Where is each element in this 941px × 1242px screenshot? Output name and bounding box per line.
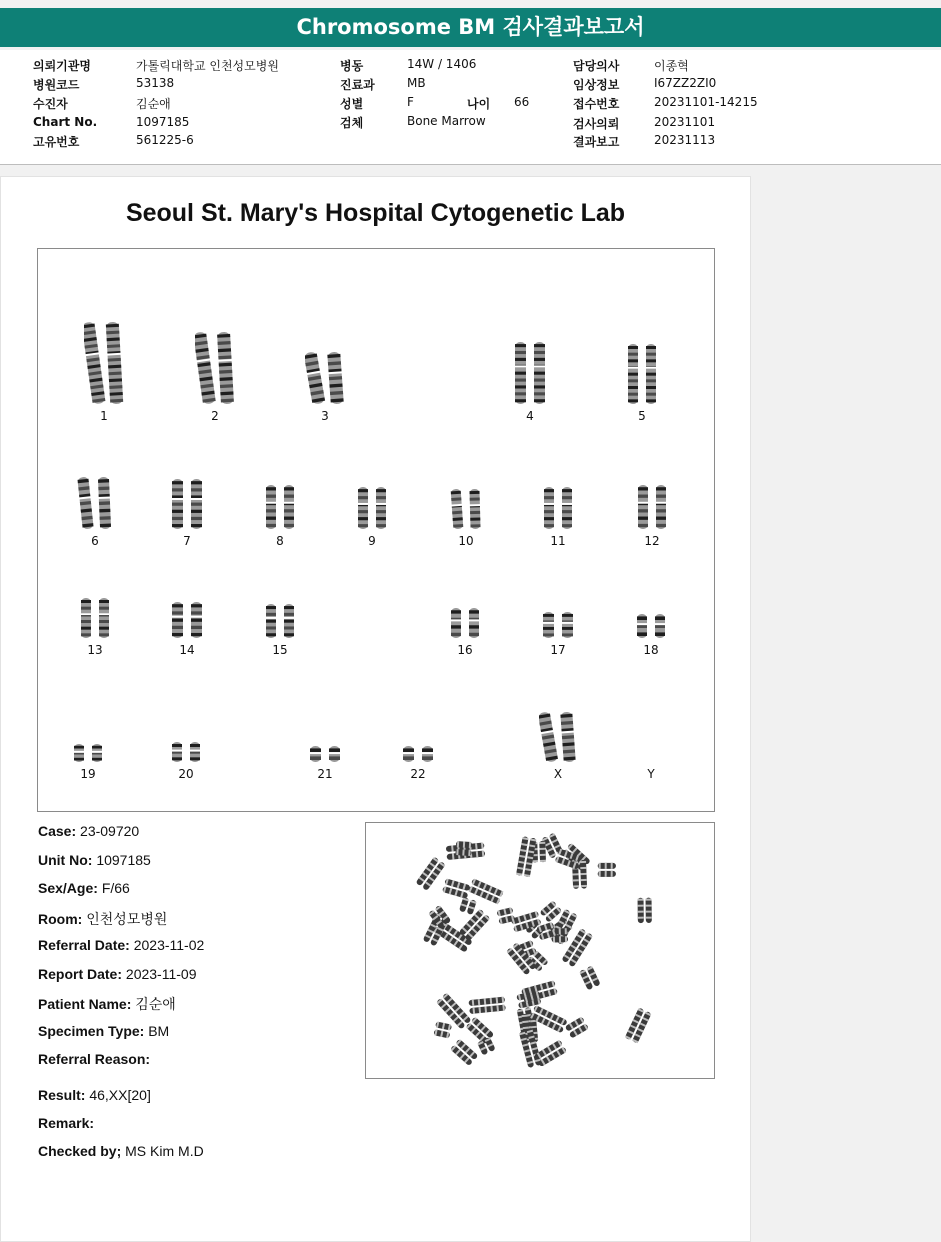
chromosome-pair-8 (263, 482, 297, 532)
cytogenetic-report (0, 176, 751, 1242)
chromosome-label-19: 19 (80, 767, 96, 781)
chromosome-label-5: 5 (638, 409, 646, 423)
chromosome-label-3: 3 (321, 409, 329, 423)
chromosome-label-22: 22 (410, 767, 426, 781)
chromosome-pair-17 (540, 609, 576, 641)
chromosome-pair-18 (634, 611, 668, 641)
unique-no-value: 561225-6 (136, 133, 194, 147)
hospital-label: 의뢰기관명 (33, 59, 91, 73)
patient-value: 김순애 (136, 97, 171, 111)
request-date-value: 20231101 (654, 115, 716, 129)
metaphase-chromosome (459, 897, 477, 915)
metaphase-chromosome (598, 863, 616, 877)
age-value: 66 (514, 95, 530, 109)
chromosome-label-10: 10 (458, 534, 474, 548)
chromosome-label-2: 2 (211, 409, 219, 423)
case-value: 23-09720 (80, 823, 140, 839)
chromosome-pair-3 (305, 349, 345, 407)
unit-value: 1097185 (96, 852, 151, 868)
report-date-row (38, 966, 196, 982)
chromosome-label-17: 17 (550, 643, 566, 657)
metaphase-chromosome (519, 1029, 542, 1068)
case-label: Case: (38, 823, 77, 839)
chromosome-pair-19 (71, 741, 105, 765)
ward-label: 병동 (340, 59, 364, 73)
chromosome-label-15: 15 (272, 643, 288, 657)
metaphase-chromosome (511, 911, 542, 933)
chromosome-pair-7 (169, 476, 205, 532)
specimen-label: 검체 (340, 116, 364, 130)
patient-name-label: Patient Name: (38, 996, 132, 1012)
chromosome-label-6: 6 (91, 534, 99, 548)
chromosome-pair-5 (625, 341, 659, 407)
chromosome-label-16: 16 (457, 643, 473, 657)
chromosome-pair-13 (78, 595, 112, 641)
karyotype-image (37, 248, 715, 812)
header-info (0, 50, 941, 165)
room-label: Room: (38, 911, 83, 927)
chromosome-label-X: X (553, 767, 563, 781)
referral-date-label: Referral Date: (38, 937, 130, 953)
patient-name-row (38, 994, 176, 1014)
chromosome-label-14: 14 (179, 643, 195, 657)
sex-value: F (407, 95, 414, 109)
sex-label: 성별 (340, 97, 364, 111)
chromosome-label-13: 13 (87, 643, 103, 657)
ward-value: 14W / 1406 (407, 57, 477, 71)
chromosome-pair-4 (512, 339, 548, 407)
lab-title: Seoul St. Mary's Hospital Cytogenetic Lab (125, 199, 626, 227)
chromosome-label-Y: Y (647, 767, 655, 781)
receipt-no-label: 접수번호 (573, 97, 620, 111)
report-title: Chromosome BM 검사결과보고서 (0, 8, 941, 47)
referral-reason-row (38, 1051, 150, 1067)
chromosome-pair-12 (635, 482, 669, 532)
patient-label: 수진자 (33, 97, 68, 111)
report-date-value: 2023-11-09 (125, 966, 197, 982)
chromosome-label-7: 7 (183, 534, 191, 548)
referral-reason-label: Referral Reason: (38, 1051, 151, 1067)
unique-no-label: 고유번호 (33, 135, 80, 149)
sexage-value: F/66 (101, 880, 130, 896)
metaphase-spread (366, 823, 714, 1078)
chromosome-pair-21 (307, 743, 343, 765)
receipt-no-value: 20231101-14215 (654, 95, 758, 109)
checked-by-row (38, 1143, 204, 1159)
result-row (38, 1087, 151, 1103)
chromosome-pair-10 (449, 486, 483, 532)
specimen-type-value: BM (148, 1023, 170, 1039)
hospital-value: 가톨릭대학교 인천성모병원 (136, 59, 279, 73)
chromosome-pair-16 (448, 605, 482, 641)
chromosome-label-20: 20 (178, 767, 194, 781)
hospital-code-value: 53138 (136, 76, 175, 90)
room-row (38, 909, 167, 929)
chromosome-label-4: 4 (526, 409, 534, 423)
chromosome-pair-22 (400, 743, 436, 765)
hospital-code-label: 병원코드 (33, 78, 80, 92)
metaphase-chromosome (579, 965, 601, 990)
specimen-type-row (38, 1023, 169, 1039)
chromosome-label-21: 21 (317, 767, 333, 781)
metaphase-chromosome (468, 997, 506, 1015)
chromosome-pair-20 (169, 739, 203, 765)
age-label: 나이 (467, 97, 491, 111)
department-value: MB (407, 76, 426, 90)
checked-by-label: Checked by; (38, 1143, 122, 1159)
chromosome-pair-X (539, 709, 577, 765)
unit-label: Unit No: (38, 852, 93, 868)
doctor-label: 담당의사 (573, 59, 620, 73)
metaphase-chromosome (638, 898, 652, 924)
chromosome-pair-11 (541, 484, 575, 532)
referral-date-value: 2023-11-02 (133, 937, 205, 953)
doctor-value: 이종혁 (654, 59, 689, 73)
chart-no-value: 1097185 (136, 115, 190, 129)
result-value: 46,XX[20] (89, 1087, 151, 1103)
chromosome-label-11: 11 (550, 534, 566, 548)
metaphase-chromosome (625, 1007, 652, 1043)
specimen-value: Bone Marrow (407, 114, 486, 128)
metaphase-chromosome (450, 1039, 478, 1067)
metaphase-image (365, 822, 715, 1079)
metaphase-chromosome (539, 900, 562, 922)
case-row (38, 823, 139, 839)
result-report-label: 결과보고 (573, 135, 620, 149)
result-label: Result: (38, 1087, 86, 1103)
remark-row (38, 1115, 94, 1131)
result-report-value: 20231113 (654, 133, 716, 147)
checked-by-value: MS Kim M.D (125, 1143, 204, 1159)
clinical-info-label: 임상정보 (573, 78, 620, 92)
chromosome-label-18: 18 (643, 643, 659, 657)
chromosome-label-8: 8 (276, 534, 284, 548)
chromosome-pair-2 (195, 329, 235, 407)
metaphase-chromosome (433, 1021, 452, 1038)
department-label: 진료과 (340, 78, 375, 92)
chromosome-pair-15 (263, 601, 297, 641)
request-date-label: 검사의뢰 (573, 117, 620, 131)
referral-date-row (38, 937, 204, 953)
metaphase-chromosome (415, 856, 445, 890)
metaphase-chromosome (565, 1016, 589, 1038)
clinical-info-value: I67ZZ2ZI0 (654, 76, 717, 90)
chromosome-label-9: 9 (368, 534, 376, 548)
specimen-type-label: Specimen Type: (38, 1023, 145, 1039)
remark-label: Remark: (38, 1115, 95, 1131)
sexage-label: Sex/Age: (38, 880, 98, 896)
sexage-row (38, 880, 130, 896)
chromosome-pair-6 (77, 474, 113, 532)
chart-no-label: Chart No. (33, 115, 98, 129)
unit-row (38, 852, 151, 868)
metaphase-chromosome (442, 878, 471, 899)
chromosome-label-12: 12 (644, 534, 660, 548)
room-value: 인천성모병원 (86, 911, 168, 927)
report-date-label: Report Date: (38, 966, 123, 982)
chromosome-pair-9 (355, 484, 389, 532)
patient-name-value: 김순애 (135, 996, 176, 1012)
chromosome-pair-14 (169, 599, 205, 641)
chromosome-pair-1 (84, 319, 124, 407)
chromosome-label-1: 1 (100, 409, 108, 423)
